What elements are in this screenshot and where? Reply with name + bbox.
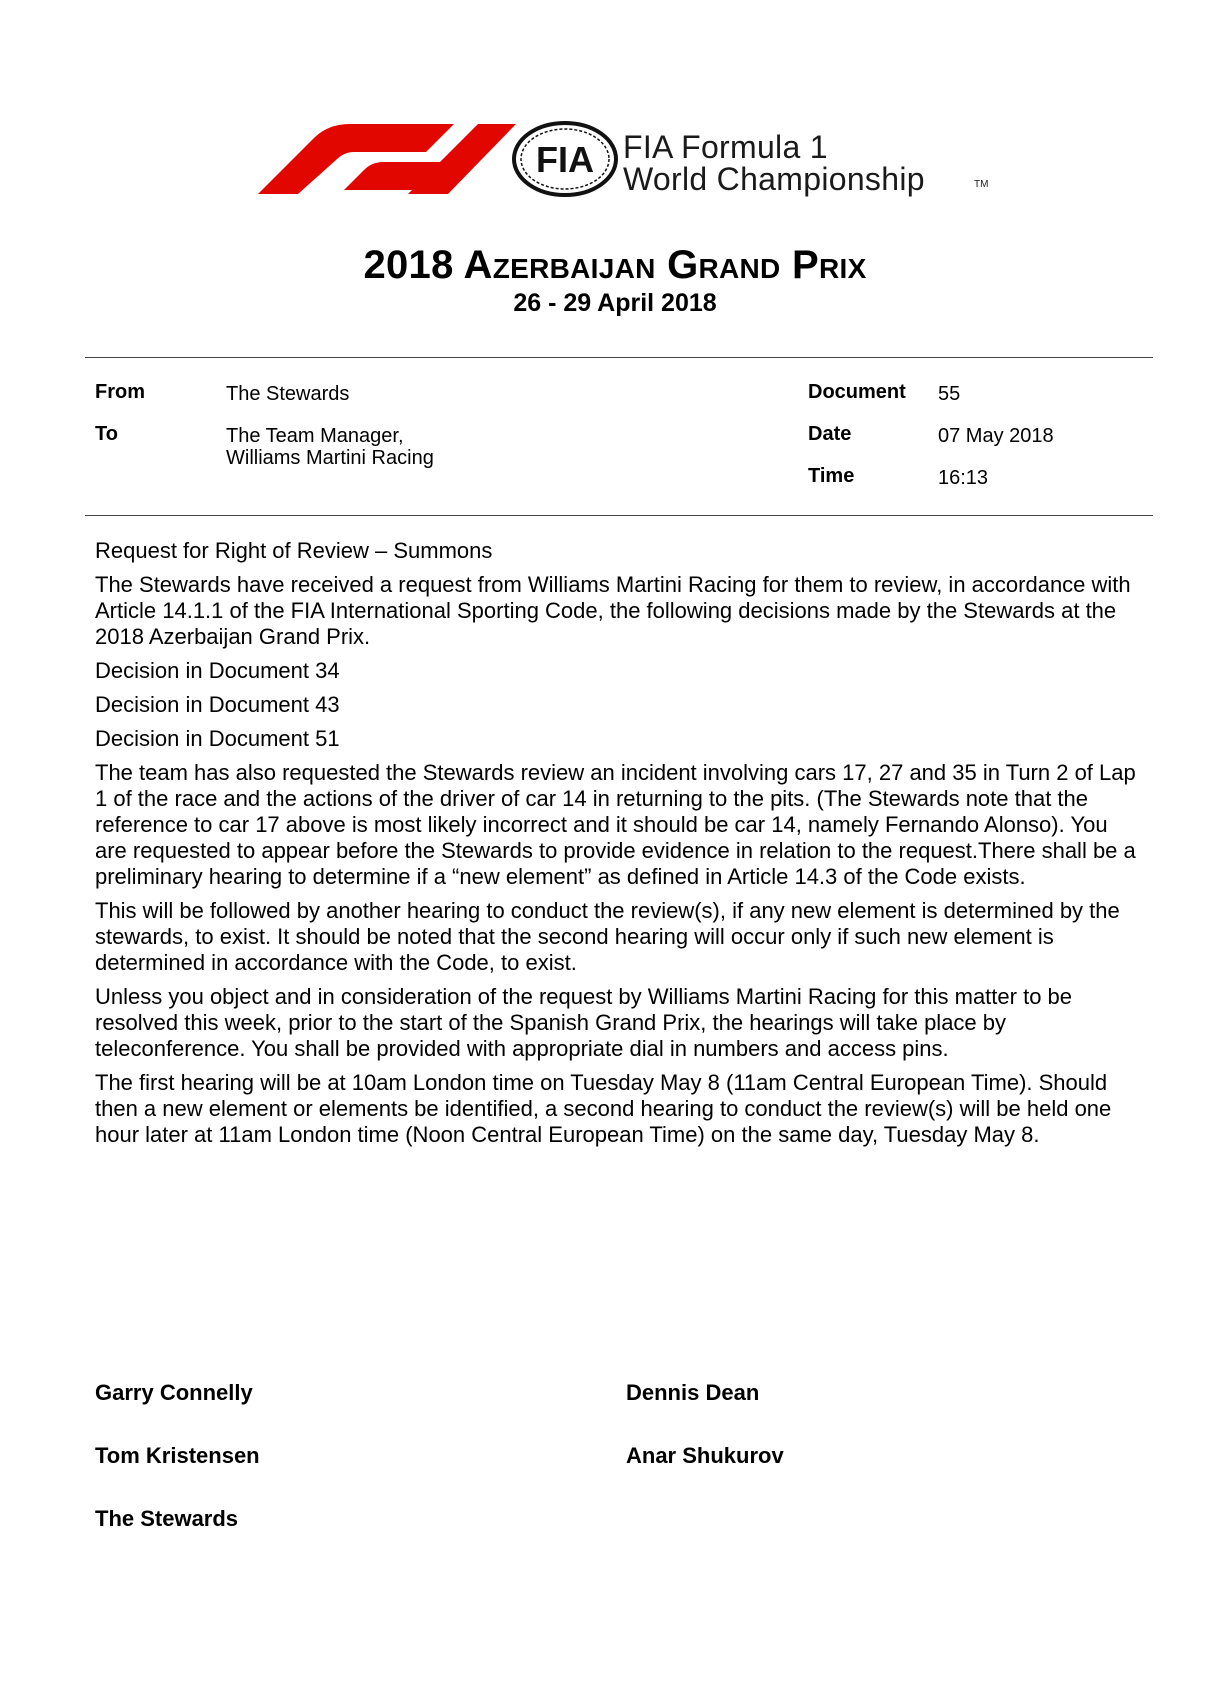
- document-body: [95, 538, 1145, 1156]
- divider-top: [85, 357, 1153, 358]
- signature-tom-kristensen: Tom Kristensen: [95, 1443, 260, 1468]
- event-dates: 26 - 29 April 2018: [513, 289, 717, 317]
- fia-emblem-icon: [511, 120, 619, 198]
- signature-dennis-dean: Dennis Dean: [626, 1380, 760, 1405]
- time-label: Time: [808, 465, 855, 487]
- decision-item: Decision in Document 34: [95, 658, 340, 683]
- to-label: To: [95, 423, 118, 445]
- signature-anar-shukurov: Anar Shukurov: [626, 1443, 784, 1468]
- divider-bottom: [85, 515, 1153, 516]
- body-paragraph: The first hearing will be at 10am London time on Tuesday May 8 (11am Central European Time). Should then a new element or elements be identified, a second hearing to conduct the review(s) will be held one hour later at 11am London time (Noon Central European Time) on the same day, Tuesday May 8.: [95, 1070, 1112, 1147]
- signature-the-stewards: The Stewards: [95, 1506, 239, 1531]
- decision-item: Decision in Document 51: [95, 726, 340, 751]
- date-value: 07 May 2018: [938, 425, 1054, 447]
- body-paragraph: Unless you object and in consideration of the request by Williams Martini Racing for this matter to be resolved this week, prior to the start of the Spanish Grand Prix, the hearings will take place by teleconference. You shall be provided with appropriate dial in numbers and access pins.: [95, 984, 1073, 1061]
- time-value: 16:13: [938, 467, 989, 489]
- body-paragraph: The Stewards have received a request from Williams Martini Racing for them to review, in accordance with Article 14.1.1 of the FIA International Sporting Code, the following decisions made by the Stewards at the 2018 Azerbaijan Grand Prix.: [95, 572, 1131, 649]
- from-value: The Stewards: [226, 383, 350, 405]
- brand-line-2: World Championship: [623, 161, 925, 197]
- event-title: 2018 Azerbaijan Grand Prix: [363, 243, 867, 287]
- document-value: 55: [938, 383, 961, 405]
- document-label: Document: [808, 381, 906, 403]
- to-value-line2: Williams Martini Racing: [226, 447, 434, 469]
- date-label: Date: [808, 423, 852, 445]
- to-value-line1: The Team Manager,: [226, 425, 404, 447]
- from-label: From: [95, 381, 145, 403]
- body-paragraph: This will be followed by another hearing to conduct the review(s), if any new element is determined by the stewards, to exist. It should be noted that the second hearing will occur only if such new element is determined in accordance with the Code, to exist.: [95, 898, 1120, 975]
- svg-text:FIA: FIA: [536, 139, 594, 180]
- body-paragraph: The team has also requested the Stewards review an incident involving cars 17, 27 and 35 in Turn 2 of Lap 1 of the race and the actions of the driver of car 14 in returning to the pits. (The Stewards note that the reference to car 17 above is most likely incorrect and it should be car 14, namely Fernando Alonso). You are requested to appear before the Stewards to provide evidence in relation to the request.There shall be a preliminary hearing to determine if a “new element” as defined in Article 14.3 of the Code exists.: [95, 760, 1136, 889]
- brand-line-1: FIA Formula 1: [623, 129, 828, 165]
- f1-logo-icon: [258, 124, 516, 194]
- subject-line: Request for Right of Review – Summons: [95, 538, 493, 563]
- trademark-mark: TM: [974, 179, 989, 190]
- signature-garry-connelly: Garry Connelly: [95, 1380, 253, 1405]
- decision-item: Decision in Document 43: [95, 692, 340, 717]
